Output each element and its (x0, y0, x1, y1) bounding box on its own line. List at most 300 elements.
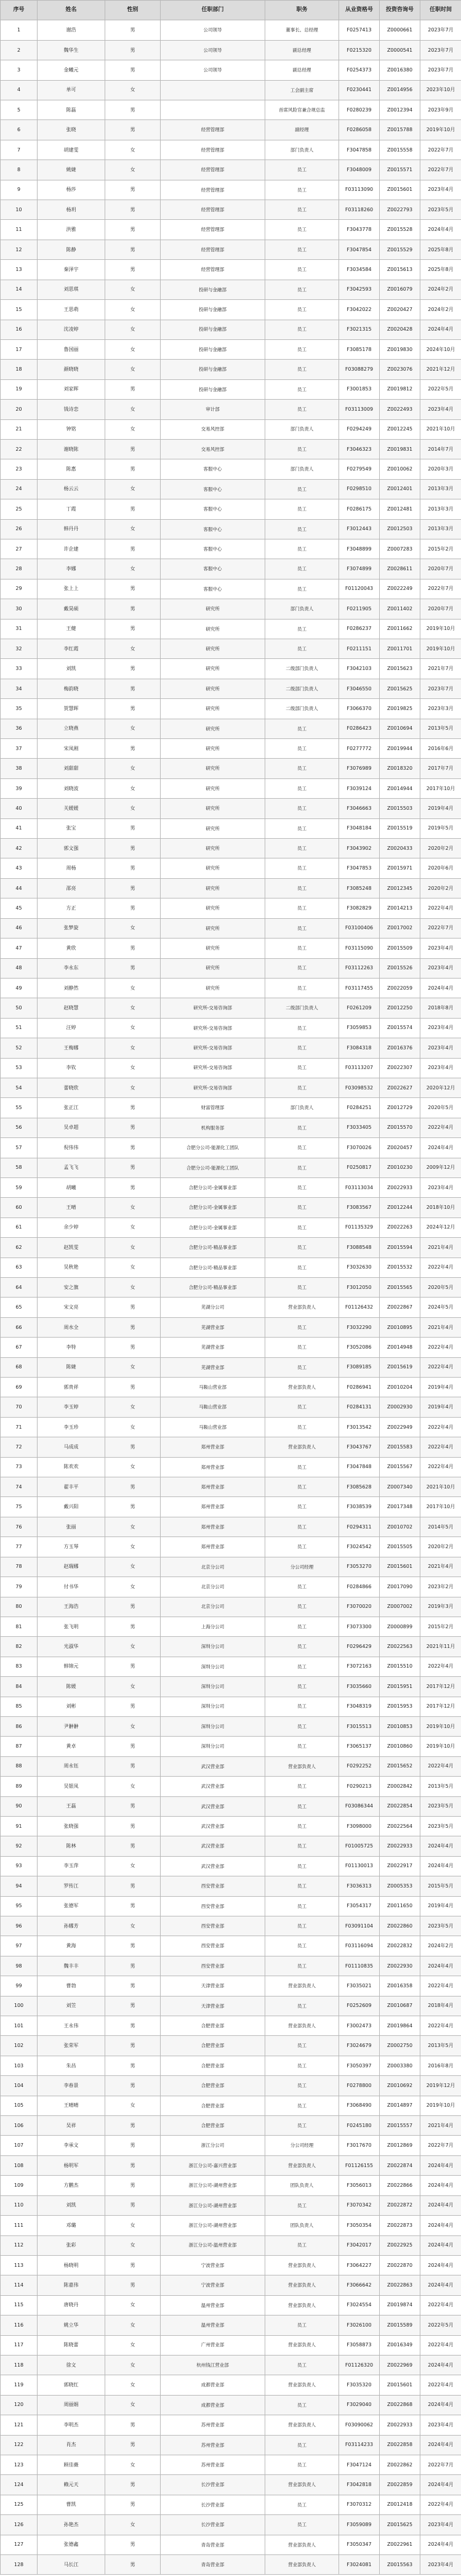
cell-position: 员工 (265, 1737, 339, 1756)
table-row (1, 1617, 461, 1636)
cell-qualification-no: F01130013 (339, 1856, 380, 1876)
cell-gender: 女 (105, 280, 161, 299)
cell-department: 经营管理部 (161, 260, 265, 280)
cell-index: 38 (1, 759, 38, 778)
cell-qualification-no: F3035021 (339, 1976, 380, 1996)
cell-qualification-no: F3002473 (339, 2016, 380, 2036)
table-row (1, 499, 461, 519)
cell-name: 吴卓超 (38, 1118, 105, 1137)
cell-gender: 女 (105, 2216, 161, 2235)
cell-position: 营业部负责人 (265, 2555, 339, 2575)
table-row (1, 140, 461, 159)
cell-appointment-date: 2022年4月 (420, 1357, 461, 1377)
cell-position: 员工 (265, 260, 339, 280)
cell-gender: 男 (105, 240, 161, 259)
table-row (1, 1238, 461, 1258)
table-row (1, 2515, 461, 2535)
cell-qualification-no: F0261209 (339, 998, 380, 1018)
cell-gender: 女 (105, 140, 161, 159)
cell-index: 77 (1, 1537, 38, 1557)
cell-name: 洪雅 (38, 220, 105, 240)
cell-position: 员工 (265, 1637, 339, 1657)
cell-department: 郑州营业部 (161, 1457, 265, 1477)
table-row (1, 1697, 461, 1716)
cell-consulting-no: Z0015788 (380, 120, 420, 140)
cell-qualification-no: F3098000 (339, 1816, 380, 1836)
cell-consulting-no: Z0022925 (380, 2235, 420, 2255)
cell-position: 二级部门负责人 (265, 998, 339, 1018)
cell-index: 85 (1, 1697, 38, 1716)
table-row (1, 80, 461, 100)
table-row (1, 2116, 461, 2136)
table-row (1, 2555, 461, 2575)
table-row (1, 659, 461, 679)
cell-consulting-no: Z0022563 (380, 1637, 420, 1657)
cell-qualification-no: F3048319 (339, 1697, 380, 1716)
cell-department: 合肥营业部 (161, 2076, 265, 2096)
cell-position: 员工 (265, 1238, 339, 1258)
table-row (1, 1677, 461, 1697)
cell-position: 员工 (265, 2355, 339, 2375)
cell-appointment-date: 2022年4月 (420, 2335, 461, 2355)
cell-department: 北京分公司 (161, 1557, 265, 1577)
cell-gender: 女 (105, 1517, 161, 1536)
cell-position: 员工 (265, 2515, 339, 2535)
cell-name: 王晴晴 (38, 2096, 105, 2115)
cell-name: 王永伟 (38, 2016, 105, 2036)
cell-name: 尹翀翀 (38, 1716, 105, 1736)
cell-appointment-date: 2024年12月 (420, 1217, 461, 1237)
cell-gender: 男 (105, 1876, 161, 1896)
cell-department: 青岛营业部 (161, 2555, 265, 2575)
cell-gender: 男 (105, 2535, 161, 2554)
cell-gender: 男 (105, 878, 161, 898)
cell-department: 深圳分公司 (161, 1716, 265, 1736)
cell-index: 21 (1, 419, 38, 439)
cell-appointment-date: 2017年7月 (420, 759, 461, 778)
cell-consulting-no: Z0012869 (380, 2136, 420, 2155)
cell-appointment-date: 2024年4月 (420, 2216, 461, 2235)
cell-index: 46 (1, 918, 38, 938)
cell-consulting-no: Z0010230 (380, 1158, 420, 1177)
cell-index: 122 (1, 2435, 38, 2455)
cell-gender: 男 (105, 599, 161, 619)
cell-position: 首席风险官兼合规总监 (265, 100, 339, 120)
cell-gender: 男 (105, 439, 161, 459)
cell-appointment-date: 2019年10月 (420, 1716, 461, 1736)
cell-index: 78 (1, 1557, 38, 1577)
cell-gender: 男 (105, 40, 161, 60)
table-row (1, 20, 461, 40)
cell-department: 浙江分公司-嘉兴营业部 (161, 2155, 265, 2175)
cell-consulting-no: Z0016358 (380, 1976, 420, 1996)
table-row (1, 1497, 461, 1517)
cell-qualification-no: F3084318 (339, 1038, 380, 1058)
cell-appointment-date: 2017年12月 (420, 1677, 461, 1697)
table-row (1, 180, 461, 200)
cell-qualification-no: F3043767 (339, 1437, 380, 1457)
cell-qualification-no: F3073300 (339, 1617, 380, 1636)
cell-name: 郭贵祥 (38, 1378, 105, 1397)
cell-index: 112 (1, 2235, 38, 2255)
cell-gender: 女 (105, 1417, 161, 1437)
cell-index: 120 (1, 2395, 38, 2415)
cell-position: 员工 (265, 1677, 339, 1697)
cell-index: 43 (1, 858, 38, 878)
cell-name: 张德军 (38, 1896, 105, 1916)
table-row (1, 599, 461, 619)
cell-consulting-no: Z0010702 (380, 1517, 420, 1536)
table-row (1, 2395, 461, 2415)
table-row (1, 2415, 461, 2435)
cell-department: 投研与金融部 (161, 320, 265, 339)
cell-position: 员工 (265, 320, 339, 339)
cell-consulting-no: Z0022854 (380, 1796, 420, 1816)
cell-qualification-no: F0257413 (339, 20, 380, 40)
cell-index: 105 (1, 2096, 38, 2115)
cell-qualification-no: F03114233 (339, 2435, 380, 2455)
cell-qualification-no: F3021315 (339, 320, 380, 339)
cell-gender: 男 (105, 2475, 161, 2495)
cell-position: 员工 (265, 1597, 339, 1617)
cell-appointment-date: 2024年4月 (420, 2395, 461, 2415)
cell-consulting-no: Z0012503 (380, 519, 420, 539)
cell-gender: 女 (105, 978, 161, 998)
cell-position: 营业部负责人 (265, 2275, 339, 2295)
cell-index: 62 (1, 1238, 38, 1258)
table-row (1, 2216, 461, 2235)
cell-qualification-no: F3089185 (339, 1357, 380, 1377)
cell-name: 陈磊 (38, 100, 105, 120)
cell-consulting-no: Z0022874 (380, 2155, 420, 2175)
cell-gender: 男 (105, 1996, 161, 2016)
table-row (1, 40, 461, 60)
cell-name: 光淑华 (38, 1637, 105, 1657)
cell-appointment-date: 2013年5月 (420, 719, 461, 738)
cell-appointment-date: 2017年10月 (420, 1497, 461, 1517)
cell-name: 黄欣 (38, 939, 105, 958)
cell-index: 56 (1, 1118, 38, 1137)
cell-gender: 男 (105, 2076, 161, 2096)
cell-gender: 男 (105, 120, 161, 140)
table-row (1, 439, 461, 459)
cell-name: 张梦旋 (38, 918, 105, 938)
cell-position: 二级部门负责人 (265, 659, 339, 679)
cell-department: 郑州营业部 (161, 1517, 265, 1536)
cell-consulting-no: Z0020457 (380, 1138, 420, 1158)
table-row (1, 200, 461, 220)
cell-appointment-date: 2023年5月 (420, 200, 461, 220)
cell-index: 100 (1, 1996, 38, 2016)
cell-department: 成都营业部 (161, 2395, 265, 2415)
cell-gender: 女 (105, 998, 161, 1018)
cell-gender: 女 (105, 1457, 161, 1477)
cell-name: 曹凯 (38, 2495, 105, 2514)
cell-qualification-no: F0294311 (339, 1517, 380, 1536)
cell-consulting-no: Z0022867 (380, 1298, 420, 1317)
cell-index: 123 (1, 2455, 38, 2474)
cell-index: 71 (1, 1417, 38, 1437)
table-row (1, 1278, 461, 1298)
cell-appointment-date: 2013年3月 (420, 479, 461, 499)
cell-department: 西安营业部 (161, 1896, 265, 1916)
cell-qualification-no: F03113207 (339, 1058, 380, 1078)
cell-gender: 男 (105, 2136, 161, 2155)
cell-department: 温州营业部 (161, 2295, 265, 2315)
cell-name: 张荣军 (38, 2036, 105, 2056)
cell-gender: 女 (105, 2316, 161, 2335)
cell-index: 64 (1, 1278, 38, 1298)
cell-consulting-no: Z0022949 (380, 1417, 420, 1437)
table-row (1, 300, 461, 320)
cell-department: 合肥分公司-精品事业部 (161, 1258, 265, 1277)
cell-gender: 男 (105, 459, 161, 479)
cell-consulting-no: Z0022863 (380, 2275, 420, 2295)
cell-name: 李玉婷 (38, 1397, 105, 1417)
cell-department: 浙江分公司-温州营业部 (161, 2235, 265, 2255)
cell-department: 经营管理部 (161, 200, 265, 220)
cell-name: 赵瑞娜 (38, 1557, 105, 1577)
cell-name: 方玉琴 (38, 1537, 105, 1557)
cell-gender: 男 (105, 220, 161, 240)
table-row (1, 1058, 461, 1078)
cell-qualification-no: F0215320 (339, 40, 380, 60)
cell-index: 83 (1, 1657, 38, 1676)
cell-department: 合肥分公司-金属事业部 (161, 1217, 265, 1237)
cell-appointment-date: 2020年3月 (420, 459, 461, 479)
cell-appointment-date: 2022年5月 (420, 2316, 461, 2335)
cell-position: 部门负责人 (265, 140, 339, 159)
cell-appointment-date: 2020年2月 (420, 1537, 461, 1557)
cell-gender: 男 (105, 2176, 161, 2195)
cell-department: 交易风控部 (161, 439, 265, 459)
cell-index: 54 (1, 1078, 38, 1097)
table-row (1, 2475, 461, 2495)
cell-consulting-no: Z0002930 (380, 1397, 420, 1417)
table-row (1, 1816, 461, 1836)
cell-index: 94 (1, 1876, 38, 1896)
cell-appointment-date: 2024年4月 (420, 2475, 461, 2495)
cell-appointment-date: 2023年5月 (420, 1916, 461, 1936)
cell-department: 投研与金融部 (161, 379, 265, 399)
table-row (1, 2176, 461, 2195)
cell-appointment-date: 2019年10月 (420, 1737, 461, 1756)
cell-index: 35 (1, 699, 38, 719)
cell-index: 73 (1, 1457, 38, 1477)
cell-qualification-no: F03090062 (339, 2415, 380, 2435)
cell-qualification-no: F3050347 (339, 2535, 380, 2554)
cell-appointment-date: 2022年4月 (420, 898, 461, 918)
cell-position: 员工 (265, 1816, 339, 1836)
cell-qualification-no: F3029040 (339, 2395, 380, 2415)
cell-department: 客服中心 (161, 459, 265, 479)
table-row (1, 220, 461, 240)
cell-consulting-no: Z0022868 (380, 2395, 420, 2415)
cell-consulting-no: Z0010062 (380, 459, 420, 479)
cell-department: 研究所-交易咨询部 (161, 998, 265, 1018)
cell-qualification-no: F3026100 (339, 2316, 380, 2335)
cell-department: 温州营业部 (161, 2316, 265, 2335)
cell-position: 部门负责人 (265, 1098, 339, 1118)
cell-qualification-no: F01120043 (339, 579, 380, 599)
cell-gender: 男 (105, 1956, 161, 1976)
cell-name: 张宝 (38, 818, 105, 838)
table-row (1, 2355, 461, 2375)
cell-name: 郭晓红 (38, 2375, 105, 2395)
cell-consulting-no: Z0020427 (380, 300, 420, 320)
cell-gender: 男 (105, 1497, 161, 1517)
cell-qualification-no: F3032290 (339, 1317, 380, 1337)
cell-position: 部门负责人 (265, 459, 339, 479)
cell-consulting-no: Z0015563 (380, 2555, 420, 2575)
cell-name: 陈晓蕾 (38, 2335, 105, 2355)
cell-index: 27 (1, 539, 38, 559)
cell-qualification-no: F3065137 (339, 1737, 380, 1756)
cell-index: 79 (1, 1577, 38, 1597)
cell-name: 汪婷 (38, 1018, 105, 1038)
cell-name: 杨晓明 (38, 2255, 105, 2275)
cell-qualification-no: F0230441 (339, 80, 380, 100)
cell-name: 胡曦 (38, 1177, 105, 1197)
cell-qualification-no: F3024554 (339, 2295, 380, 2315)
cell-name: 梅韵晓 (38, 679, 105, 698)
cell-index: 52 (1, 1038, 38, 1058)
cell-gender: 男 (105, 60, 161, 80)
cell-gender: 女 (105, 2235, 161, 2255)
cell-appointment-date: 2022年4月 (420, 1457, 461, 1477)
table-row (1, 1477, 461, 1497)
cell-name: 邓璐 (38, 2216, 105, 2235)
cell-consulting-no: Z0012345 (380, 878, 420, 898)
cell-qualification-no: F0211151 (339, 639, 380, 659)
cell-position: 员工 (265, 2316, 339, 2335)
cell-index: 28 (1, 559, 38, 579)
cell-index: 6 (1, 120, 38, 140)
cell-qualification-no: F0286058 (339, 120, 380, 140)
cell-gender: 女 (105, 300, 161, 320)
cell-gender: 男 (105, 1118, 161, 1137)
cell-consulting-no: Z0015526 (380, 958, 420, 978)
cell-name: 王晴 (38, 1198, 105, 1217)
cell-department: 长沙营业部 (161, 2515, 265, 2535)
cell-gender: 男 (105, 1158, 161, 1177)
cell-appointment-date: 2021年11月 (420, 1637, 461, 1657)
table-row (1, 2495, 461, 2514)
cell-qualification-no: F3074899 (339, 559, 380, 579)
cell-position: 员工 (265, 939, 339, 958)
cell-appointment-date: 2023年4月 (420, 1018, 461, 1038)
cell-index: 39 (1, 778, 38, 798)
cell-consulting-no: Z0017002 (380, 918, 420, 938)
cell-gender: 女 (105, 719, 161, 738)
cell-appointment-date: 2024年4月 (420, 978, 461, 998)
cell-qualification-no: F3033405 (339, 1118, 380, 1137)
cell-position: 员工 (265, 1038, 339, 1058)
cell-department: 机构服务部 (161, 1118, 265, 1137)
cell-consulting-no: Z0015601 (380, 180, 420, 200)
table-row (1, 1597, 461, 1617)
cell-gender: 女 (105, 2335, 161, 2355)
cell-department: 郑州营业部 (161, 1497, 265, 1517)
cell-qualification-no: F3013542 (339, 1417, 380, 1437)
cell-name: 王磊 (38, 1796, 105, 1816)
cell-department: 研究所 (161, 739, 265, 759)
cell-name: 陈媛 (38, 1677, 105, 1697)
cell-qualification-no: F3048009 (339, 160, 380, 180)
cell-qualification-no: F3038539 (339, 1497, 380, 1517)
table-row (1, 858, 461, 878)
cell-position: 营业部负责人 (265, 2535, 339, 2554)
cell-appointment-date: 2019年10月 (420, 2096, 461, 2115)
cell-name: 魏丰丰 (38, 1956, 105, 1976)
cell-index: 101 (1, 2016, 38, 2036)
cell-department: 西安营业部 (161, 1916, 265, 1936)
cell-gender: 男 (105, 1177, 161, 1197)
cell-name: 钱诗恋 (38, 400, 105, 419)
cell-appointment-date: 2023年9月 (420, 100, 461, 120)
cell-name: 孙艳杰 (38, 2515, 105, 2535)
cell-position: 员工 (265, 1537, 339, 1557)
cell-appointment-date: 2020年2月 (420, 839, 461, 858)
cell-name: 朱昌 (38, 2056, 105, 2075)
table-row (1, 1378, 461, 1397)
cell-gender: 男 (105, 619, 161, 639)
cell-consulting-no: Z0011701 (380, 639, 420, 659)
cell-position: 员工 (265, 439, 339, 459)
cell-name: 曹勃 (38, 1976, 105, 1996)
cell-index: 44 (1, 878, 38, 898)
table-row (1, 1357, 461, 1377)
table-row (1, 2335, 461, 2355)
cell-gender: 女 (105, 80, 161, 100)
cell-consulting-no: Z0019812 (380, 379, 420, 399)
cell-consulting-no: Z0022969 (380, 2355, 420, 2375)
cell-appointment-date: 2013年5月 (420, 1777, 461, 1796)
cell-name: 孟飞飞 (38, 1158, 105, 1177)
cell-gender: 男 (105, 2036, 161, 2056)
cell-name: 刘甜甜 (38, 759, 105, 778)
cell-index: 70 (1, 1397, 38, 1417)
table-row (1, 1796, 461, 1816)
cell-index: 127 (1, 2535, 38, 2554)
cell-appointment-date: 2022年7月 (420, 918, 461, 938)
cell-department: 经营管理部 (161, 180, 265, 200)
cell-qualification-no: F3017670 (339, 2136, 380, 2155)
cell-name: 许企建 (38, 539, 105, 559)
cell-name: 杨明军 (38, 2155, 105, 2175)
cell-qualification-no: F0250817 (339, 1158, 380, 1177)
cell-position: 员工 (265, 1018, 339, 1038)
cell-gender: 男 (105, 858, 161, 878)
cell-appointment-date: 2013年3月 (420, 499, 461, 519)
table-row (1, 1996, 461, 2016)
cell-position: 员工 (265, 579, 339, 599)
cell-position: 员工 (265, 2455, 339, 2474)
cell-position: 员工 (265, 280, 339, 299)
cell-gender: 女 (105, 1038, 161, 1058)
cell-consulting-no: Z0012245 (380, 419, 420, 439)
cell-qualification-no: F3088548 (339, 1238, 380, 1258)
table-row (1, 1517, 461, 1536)
cell-department: 客服中心 (161, 559, 265, 579)
cell-consulting-no: Z0014213 (380, 898, 420, 918)
cell-consulting-no: Z0016349 (380, 2335, 420, 2355)
cell-qualification-no: F3083567 (339, 1198, 380, 1217)
cell-gender: 女 (105, 339, 161, 359)
cell-position: 员工 (265, 858, 339, 878)
table-row (1, 2195, 461, 2215)
cell-position: 员工 (265, 240, 339, 259)
